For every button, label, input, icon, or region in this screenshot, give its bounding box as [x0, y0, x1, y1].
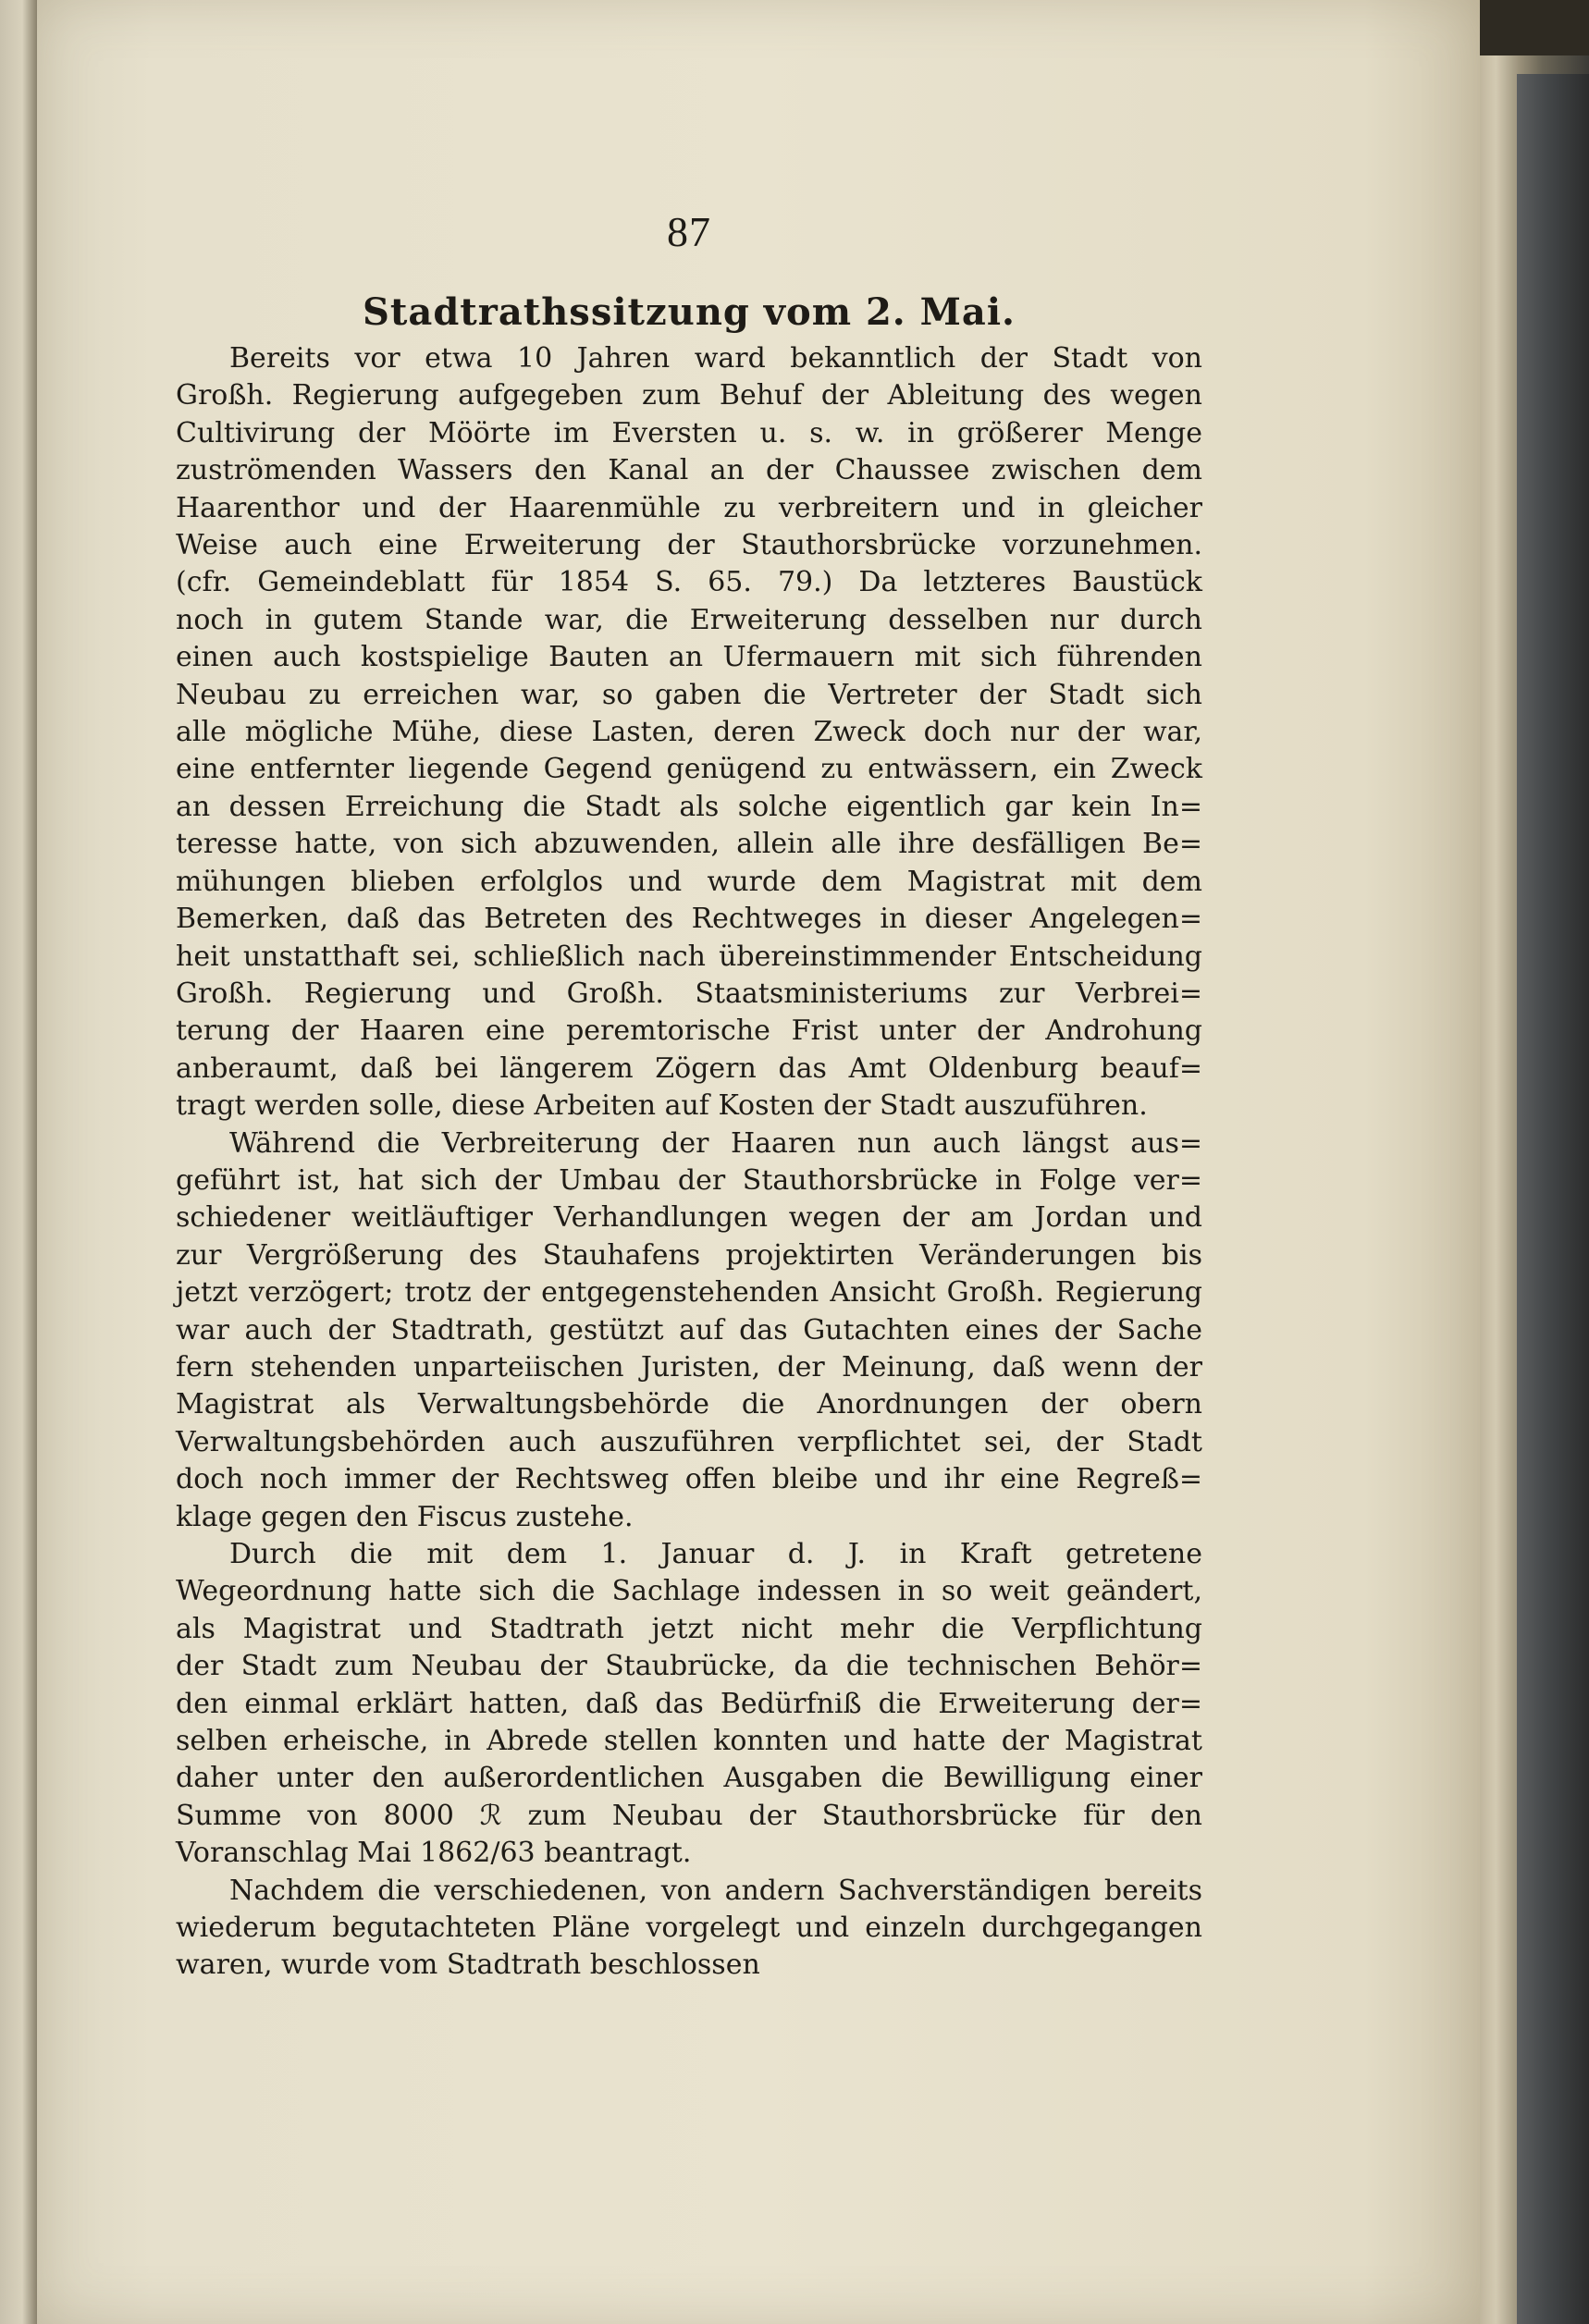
- text-line: waren, wurde vom Stadtrath beschlossen: [176, 1949, 760, 1982]
- text-line: einen auch kostspielige Bauten an Ufermauern mit sich führenden: [176, 641, 1202, 674]
- text-line: wiederum begutachteten Pläne vorgelegt und einzeln durchgegangen: [176, 1912, 1202, 1945]
- text-line: Neubau zu erreichen war, so gaben die Vertreter der Stadt sich: [176, 678, 1202, 711]
- text-line: heit unstatthaft sei, schließlich nach übereinstimmender Entscheidung: [176, 940, 1202, 973]
- text-line: an dessen Erreichung die Stadt als solche eigentlich gar kein In=: [176, 790, 1202, 823]
- text-line: Cultivirung der Möörte im Eversten u. s. w. in größerer Menge: [176, 416, 1202, 449]
- text-line: Wegeordnung hatte sich die Sachlage indessen in so weit geändert,: [176, 1575, 1202, 1608]
- text-line: tragt werden solle, diese Arbeiten auf Kosten der Stadt auszuführen.: [176, 1089, 1148, 1123]
- book-cover-edge: [1517, 74, 1589, 2324]
- text-line: den einmal erklärt hatten, daß das Bedürfniß die Erweiterung der=: [176, 1687, 1202, 1720]
- text-line: selben erheische, in Abrede stellen konnten und hatte der Magistrat: [176, 1725, 1202, 1758]
- text-line: terung der Haaren eine peremtorische Frist unter der Androhung: [176, 1014, 1202, 1048]
- text-line: jetzt verzögert; trotz der entgegenstehenden Ansicht Großh. Regierung: [176, 1276, 1202, 1310]
- text-line: Summe von 8000 ℛ zum Neubau der Stauthorsbrücke für den: [176, 1799, 1202, 1832]
- text-line: teresse hatte, von sich abzuwenden, allein alle ihre desfälligen Be=: [176, 828, 1202, 861]
- text-line: Weise auch eine Erweiterung der Stauthorsbrücke vorzunehmen.: [176, 529, 1202, 562]
- text-line: mühungen blieben erfolglos und wurde dem Magistrat mit dem: [176, 865, 1202, 898]
- section-heading: Stadtrathssitzung vom 2. Mai.: [363, 290, 1016, 334]
- text-line: der Stadt zum Neubau der Staubrücke, da die technischen Behör=: [176, 1650, 1202, 1683]
- text-line: Nachdem die verschiedenen, von andern Sachverständigen bereits: [229, 1874, 1202, 1907]
- text-line: (cfr. Gemeindeblatt für 1854 S. 65. 79.) Da letzteres Baustück: [176, 566, 1202, 599]
- text-line: zur Vergrößerung des Stauhafens projektirten Veränderungen bis: [176, 1238, 1202, 1272]
- paragraph: [176, 1873, 1202, 1985]
- text-line: doch noch immer der Rechtsweg offen bleibe und ihr eine Regreß=: [176, 1463, 1202, 1496]
- paragraph: [176, 1125, 1202, 1536]
- book-page: [37, 0, 1480, 2324]
- text-line: Magistrat als Verwaltungsbehörde die Anordnungen der obern: [176, 1388, 1202, 1421]
- text-line: Haarenthor und der Haarenmühle zu verbreitern und in gleicher: [176, 491, 1202, 524]
- left-page-edge: [0, 0, 37, 2324]
- text-line: eine entfernter liegende Gegend genügend zu entwässern, ein Zweck: [176, 753, 1202, 786]
- text-line: Durch die mit dem 1. Januar d. J. in Kraft getretene: [229, 1538, 1202, 1570]
- text-line: Während die Verbreiterung der Haaren nun auch längst aus=: [229, 1126, 1202, 1160]
- text-line: Großh. Regierung aufgegeben zum Behuf der Ableitung des wegen: [176, 379, 1202, 412]
- text-line: alle mögliche Mühe, diese Lasten, deren Zweck doch nur der war,: [176, 716, 1202, 749]
- text-line: war auch der Stadtrath, gestützt auf das Gutachten eines der Sache: [176, 1313, 1202, 1346]
- paragraph: [176, 340, 1202, 1125]
- text-line: geführt ist, hat sich der Umbau der Stauthorsbrücke in Folge ver=: [176, 1163, 1202, 1197]
- text-line: noch in gutem Stande war, die Erweiterung desselben nur durch: [176, 603, 1202, 636]
- text-line: schiedener weitläuftiger Verhandlungen wegen der am Jordan und: [176, 1201, 1202, 1235]
- text-line: Verwaltungsbehörden auch auszuführen verpflichtet sei, der Stadt: [176, 1425, 1202, 1458]
- text-line: fern stehenden unparteiischen Juristen, der Meinung, daß wenn der: [176, 1350, 1202, 1383]
- text-line: daher unter den außerordentlichen Ausgaben die Bewilligung einer: [176, 1762, 1202, 1795]
- body-text: [176, 340, 1202, 1985]
- text-line: anberaumt, daß bei längerem Zögern das Amt Oldenburg beauf=: [176, 1051, 1202, 1085]
- text-line: zuströmenden Wassers den Kanal an der Chaussee zwischen dem: [176, 454, 1202, 487]
- text-line: Großh. Regierung und Großh. Staatsministeriums zur Verbrei=: [176, 977, 1202, 1010]
- page-number: 87: [667, 208, 711, 255]
- text-line: Voranschlag Mai 1862/63 beantragt.: [176, 1837, 692, 1870]
- text-line: Bemerken, daß das Betreten des Rechtweges in dieser Angelegen=: [176, 903, 1202, 936]
- text-line: Bereits vor etwa 10 Jahren ward bekanntlich der Stadt von: [229, 342, 1202, 375]
- text-line: klage gegen den Fiscus zustehe.: [176, 1500, 634, 1533]
- text-line: als Magistrat und Stadtrath jetzt nicht mehr die Verpflichtung: [176, 1612, 1202, 1645]
- paragraph: [176, 1536, 1202, 1873]
